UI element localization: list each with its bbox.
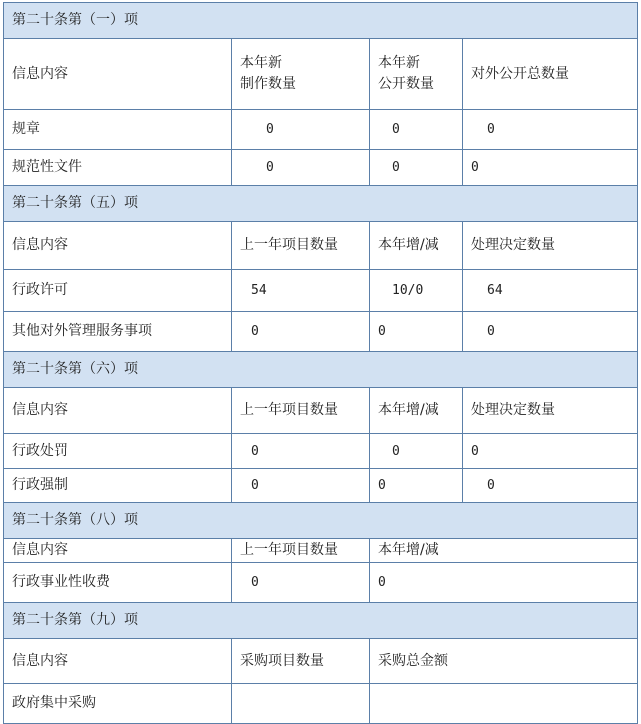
cell-value: 0: [232, 150, 370, 186]
column-header-row: [4, 39, 638, 110]
row-label: 规范性文件: [4, 150, 232, 186]
section-title: 第二十条第（一）项: [4, 3, 638, 39]
header-line: 本年新: [240, 55, 282, 71]
row-label: 行政强制: [4, 469, 232, 503]
row-label: 行政事业性收费: [4, 563, 232, 603]
cell-value: 0: [463, 434, 638, 469]
table-row: [4, 563, 638, 603]
table-row: [4, 110, 638, 150]
column-header: 信息内容: [4, 539, 232, 563]
cell-value: 0: [370, 434, 463, 469]
section-title: 第二十条第（八）项: [4, 503, 638, 539]
table-row: [4, 434, 638, 469]
section-header: [4, 503, 638, 539]
column-header: 采购项目数量: [232, 639, 370, 684]
column-header: 本年增/减: [370, 388, 463, 434]
cell-value: 0: [463, 110, 638, 150]
cell-value: 0: [463, 312, 638, 352]
column-header: [370, 39, 463, 110]
column-header-row: [4, 222, 638, 270]
cell-value: 64: [463, 270, 638, 312]
column-header: 信息内容: [4, 222, 232, 270]
table-row: [4, 312, 638, 352]
column-header-row: [4, 388, 638, 434]
row-label: 政府集中采购: [4, 684, 232, 724]
column-header: 信息内容: [4, 388, 232, 434]
cell-value: 0: [232, 469, 370, 503]
column-header: 上一年项目数量: [232, 388, 370, 434]
header-line: 公开数量: [378, 76, 434, 92]
cell-value: 10/0: [370, 270, 463, 312]
section-title: 第二十条第（九）项: [4, 603, 638, 639]
section-title: 第二十条第（五）项: [4, 186, 638, 222]
column-header-row: [4, 539, 638, 563]
column-header: 本年增/减: [370, 222, 463, 270]
column-header: 信息内容: [4, 39, 232, 110]
header-line: 制作数量: [240, 76, 296, 92]
column-header: 处理决定数量: [463, 388, 638, 434]
table-row: [4, 469, 638, 503]
column-header: 本年增/减: [370, 539, 638, 563]
row-label: 行政许可: [4, 270, 232, 312]
column-header-row: [4, 639, 638, 684]
cell-value: [370, 684, 638, 724]
cell-value: 0: [370, 110, 463, 150]
header-line: 本年新: [378, 55, 420, 71]
table-row: [4, 270, 638, 312]
cell-value: 0: [370, 563, 638, 603]
gov-info-disclosure-table: [3, 2, 638, 724]
cell-value: 0: [232, 434, 370, 469]
cell-value: 0: [232, 312, 370, 352]
column-header: 采购总金额: [370, 639, 638, 684]
column-header: 对外公开总数量: [463, 39, 638, 110]
column-header: 上一年项目数量: [232, 222, 370, 270]
row-label: 规章: [4, 110, 232, 150]
table-row: [4, 684, 638, 724]
column-header: [232, 39, 370, 110]
cell-value: 0: [232, 110, 370, 150]
cell-value: 0: [370, 150, 463, 186]
cell-value: 0: [463, 150, 638, 186]
row-label: 其他对外管理服务事项: [4, 312, 232, 352]
cell-value: [232, 684, 370, 724]
column-header: 处理决定数量: [463, 222, 638, 270]
section-title: 第二十条第（六）项: [4, 352, 638, 388]
table-row: [4, 150, 638, 186]
cell-value: 54: [232, 270, 370, 312]
cell-value: 0: [232, 563, 370, 603]
section-header: [4, 186, 638, 222]
section-header: [4, 603, 638, 639]
cell-value: 0: [463, 469, 638, 503]
column-header: 上一年项目数量: [232, 539, 370, 563]
section-header: [4, 3, 638, 39]
column-header: 信息内容: [4, 639, 232, 684]
section-header: [4, 352, 638, 388]
cell-value: 0: [370, 469, 463, 503]
row-label: 行政处罚: [4, 434, 232, 469]
cell-value: 0: [370, 312, 463, 352]
